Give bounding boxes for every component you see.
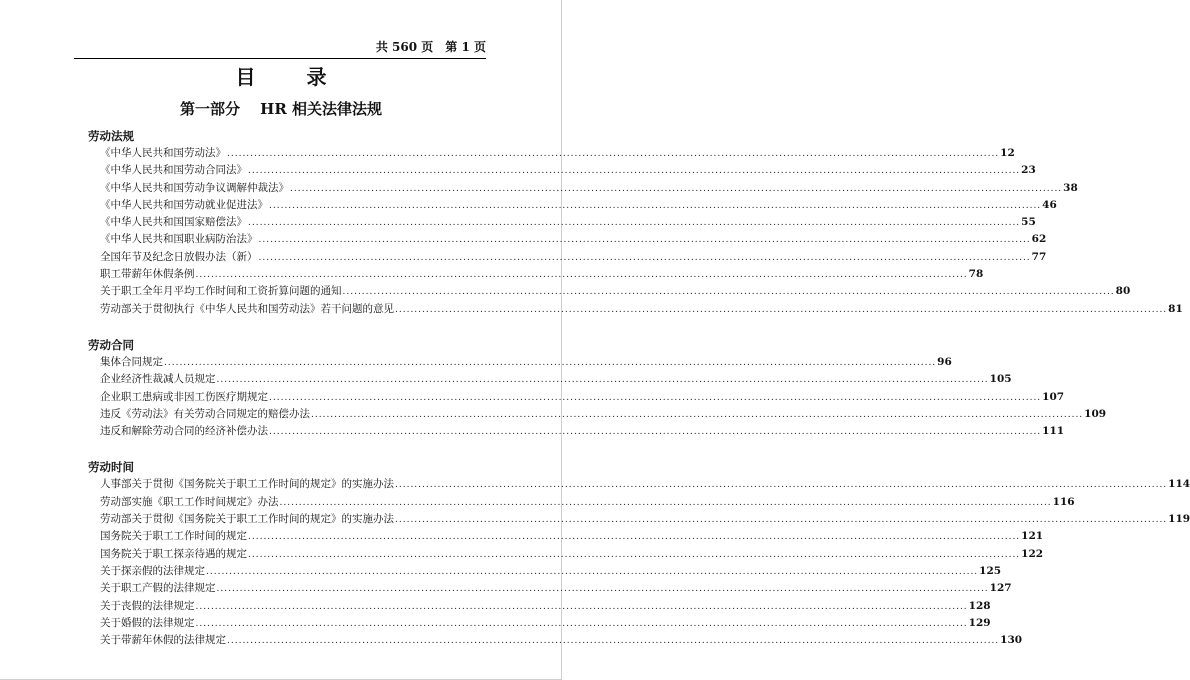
toc-entry[interactable]: [88, 231, 1047, 248]
dot-leader: ........................................................................................................................................................................................................: [195, 270, 968, 281]
entry-page-number: 105: [989, 373, 1012, 386]
entry-title: 关于职工产假的法律规定: [100, 582, 216, 595]
page-header: [74, 38, 486, 55]
entry-title: 《中华人民共和国劳动合同法》: [100, 164, 247, 177]
part-title: 第一部分 HR 相关法律法规: [179, 100, 383, 118]
entry-page-number: 107: [1042, 390, 1065, 403]
entry-title: 《中华人民共和国劳动争议调解仲裁法》: [100, 181, 289, 194]
entry-page-number: 122: [1021, 547, 1044, 560]
toc-entry[interactable]: [88, 180, 1078, 197]
entry-title: 职工带薪年休假条例: [100, 268, 195, 281]
entry-title: 关于探亲假的法律规定: [100, 564, 205, 577]
toc-entry[interactable]: [88, 511, 1190, 528]
dot-leader: ........................................................................................................................................................................................................: [395, 515, 1168, 526]
toc-entry[interactable]: [88, 197, 1057, 214]
dot-leader: ........................................................................................................................................................................................................: [311, 409, 1084, 420]
entry-page-number: 78: [968, 268, 984, 281]
dot-leader: ........................................................................................................................................................................................................: [269, 200, 1042, 211]
entry-title: 集体合同规定: [100, 355, 163, 368]
entry-title: 《中华人民共和国职业病防治法》: [100, 233, 258, 246]
dot-leader: ........................................................................................................................................................................................................: [269, 427, 1042, 438]
table-of-contents: [88, 127, 1190, 667]
toc-entry[interactable]: [88, 266, 984, 283]
dot-leader: ........................................................................................................................................................................................................: [248, 549, 1021, 560]
toc-entry[interactable]: [88, 301, 1183, 318]
dot-leader: ........................................................................................................................................................................................................: [216, 375, 989, 386]
entry-title: 《中华人民共和国国家赔偿法》: [100, 216, 247, 229]
entry-title: 劳动部实施《职工工作时间规定》办法: [100, 495, 279, 508]
entry-page-number: 80: [1115, 285, 1131, 298]
entry-title: 国务院关于职工工作时间的规定: [100, 530, 247, 543]
entry-page-number: 121: [1021, 530, 1044, 543]
entry-page-number: 128: [968, 599, 991, 612]
toc-entry[interactable]: [88, 249, 1047, 266]
toc-entry[interactable]: [88, 580, 1012, 597]
toc-entry[interactable]: [88, 615, 991, 632]
toc-entry[interactable]: [88, 283, 1131, 300]
entry-page-number: 38: [1063, 181, 1078, 194]
section-title: 劳动合同: [88, 337, 134, 352]
entry-title: 劳动部关于贯彻《国务院关于职工工作时间的规定》的实施办法: [100, 513, 394, 526]
page-title: 目 录: [235, 65, 349, 89]
entry-page-number: 119: [1168, 513, 1190, 526]
total-pages: 共 560 页: [375, 40, 434, 54]
entry-title: 全国年节及纪念日放假办法（新）: [100, 250, 258, 263]
entry-title: 人事部关于贯彻《国务院关于职工工作时间的规定》的实施办法: [100, 478, 394, 491]
toc-section: [88, 127, 1183, 318]
entry-page-number: 23: [1021, 164, 1036, 177]
toc-entry[interactable]: [88, 494, 1075, 511]
toc-entry[interactable]: [88, 371, 1012, 388]
entry-title: 企业职工患病或非因工伤医疗期规定: [100, 390, 268, 403]
entry-page-number: 12: [1000, 147, 1015, 159]
section-title: 劳动法规: [88, 129, 134, 143]
toc-entry[interactable]: [88, 354, 952, 371]
entry-page-number: 127: [989, 582, 1012, 595]
entry-title: 关于带薪年休假的法律规定: [100, 634, 226, 647]
toc-entry[interactable]: [88, 214, 1036, 231]
toc-entry[interactable]: [88, 563, 1002, 580]
current-page: 第 1 页: [445, 40, 486, 54]
dot-leader: ........................................................................................................................................................................................................: [248, 166, 1021, 177]
entry-title: 违反《劳动法》有关劳动合同规定的赔偿办法: [100, 407, 310, 420]
dot-leader: ........................................................................................................................................................................................................: [164, 357, 937, 368]
dot-leader: ........................................................................................................................................................................................................: [216, 584, 989, 595]
dot-leader: ........................................................................................................................................................................................................: [290, 183, 1063, 194]
toc-entry[interactable]: [88, 632, 1023, 649]
entry-page-number: 77: [1031, 250, 1047, 263]
entry-title: 劳动部关于贯彻执行《中华人民共和国劳动法》若干问题的意见: [100, 302, 394, 315]
toc-entry[interactable]: [88, 389, 1065, 406]
entry-title: 关于丧假的法律规定: [100, 599, 195, 612]
dot-leader: ........................................................................................................................................................................................................: [227, 149, 1000, 159]
entry-page-number: 116: [1052, 495, 1075, 508]
entry-title: 企业经济性裁减人员规定: [100, 373, 216, 386]
dot-leader: ........................................................................................................................................................................................................: [258, 235, 1031, 246]
entry-page-number: 109: [1084, 407, 1107, 420]
dot-leader: ........................................................................................................................................................................................................: [206, 566, 979, 577]
dot-leader: ........................................................................................................................................................................................................: [248, 218, 1021, 229]
toc-entry[interactable]: [88, 546, 1044, 563]
entry-page-number: 125: [979, 564, 1002, 577]
dot-leader: ........................................................................................................................................................................................................: [227, 636, 1000, 647]
entry-page-number: 62: [1031, 233, 1047, 246]
dot-leader: ........................................................................................................................................................................................................: [269, 392, 1042, 403]
entry-page-number: 111: [1042, 425, 1065, 438]
entry-page-number: 129: [968, 616, 991, 629]
entry-title: 关于婚假的法律规定: [100, 616, 195, 629]
toc-entry[interactable]: [88, 476, 1190, 493]
entry-page-number: 130: [1000, 634, 1023, 647]
dot-leader: ........................................................................................................................................................................................................: [342, 287, 1115, 298]
toc-section: [88, 336, 1107, 440]
entry-title: 《中华人民共和国劳动法》: [100, 147, 226, 159]
dot-leader: ........................................................................................................................................................................................................: [258, 252, 1031, 263]
entry-page-number: 55: [1021, 216, 1036, 229]
dot-leader: ........................................................................................................................................................................................................: [195, 601, 968, 612]
entry-title: 国务院关于职工探亲待遇的规定: [100, 547, 247, 560]
dot-leader: ........................................................................................................................................................................................................: [395, 480, 1168, 491]
toc-entry[interactable]: [88, 406, 1107, 423]
toc-section: [88, 458, 1190, 649]
dot-leader: ........................................................................................................................................................................................................: [248, 532, 1021, 543]
header-rule: [74, 58, 486, 59]
entry-page-number: 46: [1042, 198, 1057, 211]
toc-entry[interactable]: [88, 145, 1015, 162]
toc-entry[interactable]: [88, 162, 1036, 179]
dot-leader: ........................................................................................................................................................................................................: [395, 304, 1168, 315]
dot-leader: ........................................................................................................................................................................................................: [279, 497, 1052, 508]
entry-page-number: 81: [1168, 302, 1183, 315]
entry-page-number: 114: [1168, 478, 1190, 491]
entry-title: 《中华人民共和国劳动就业促进法》: [100, 198, 268, 211]
section-title: 劳动时间: [88, 460, 134, 475]
toc-entry[interactable]: [88, 528, 1044, 545]
entry-title: 关于职工全年月平均工作时间和工资折算问题的通知: [100, 285, 342, 298]
toc-entry[interactable]: [88, 598, 991, 615]
entry-title: 违反和解除劳动合同的经济补偿办法: [100, 425, 268, 438]
dot-leader: ........................................................................................................................................................................................................: [195, 618, 968, 629]
entry-page-number: 96: [937, 355, 952, 368]
toc-entry[interactable]: [88, 423, 1065, 440]
